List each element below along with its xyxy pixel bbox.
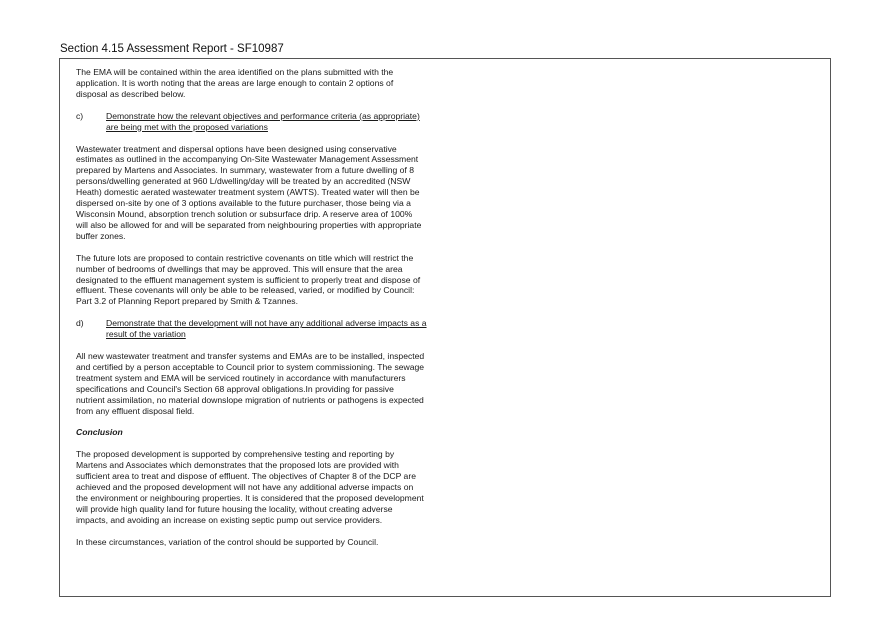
page-header-title: Section 4.15 Assessment Report - SF10987 (60, 43, 284, 55)
criterion-c (76, 111, 496, 133)
wastewater-paragraph: Wastewater treatment and dispersal options have been designed using conservative estimates as outlined in the accompanying On-Site Wastewater Management Assessment prepared by Martens and Associates. In summary, wastewater from a future dwelling of 8 persons/dwelling generated at 960 L/dwelling/day will be treated by an accredited (NSW Heath) domestic aerated wastewater treatment system (AWTS). Treated water will then be dispersed on-site by one of 3 options available to the future purchaser, those being via a Wisconsin Mound, absorption trench solution or subsurface drip. A reserve area of 100% will also be allowed for and will be separated from neighbouring properties with appropriate buffer zones. (76, 143, 422, 241)
closing-statement: In these circumstances, variation of the control should be supported by Council. (76, 536, 379, 547)
criterion-d-heading: Demonstrate that the development will not have any additional adverse impacts as a result of the variation (106, 318, 427, 340)
conclusion-heading: Conclusion (76, 427, 123, 438)
conclusion-paragraph: The proposed development is supported by comprehensive testing and reporting by Martens and Associates which demonstrates that the proposed lots are provided with sufficient area to treat and dispose of effluent. The objectives of Chapter 8 of the DCP are achieved and the proposed development will not have any additional adverse impacts on the environment or neighbouring properties. It is considered that the proposed development will provide high quality land for future housing the locality, without creating adverse impacts, and avoiding an increase on existing septic pump out service providers. (76, 449, 424, 525)
criterion-d (76, 318, 496, 340)
criterion-c-heading: Demonstrate how the relevant objectives and performance criteria (as appropriate) are being met with the proposed variations (106, 110, 420, 132)
criterion-d-label: d) (76, 318, 84, 329)
systems-paragraph: All new wastewater treatment and transfer systems and EMAs are to be installed, inspected and certified by a person acceptable to Council prior to system commissioning. The sewage treatment system and EMA will be serviced routinely in accordance with manufacturers specifications and Council's Section 68 approval obligations.In providing for passive nutrient assimilation, no material downslope migration of nutrients or pathogens is expected from any effluent disposal field. (76, 351, 425, 416)
covenants-paragraph: The future lots are proposed to contain restrictive covenants on title which will restrict the number of bedrooms of dwellings that may be approved. This will ensure that the area designated to the effluent management system is sufficient to properly treat and dispose of effluent. These covenants will only be able to be released, varied, or modified by Council: Part 3.2 of Planning Report prepared by Smith & Tzannes. (76, 252, 421, 307)
document-body (76, 67, 496, 548)
criterion-c-label: c) (76, 110, 84, 121)
intro-paragraph: The EMA will be contained within the area identified on the plans submitted with the application. It is worth noting that the areas are large enough to contain 2 options of disposal as described below. (76, 67, 394, 99)
